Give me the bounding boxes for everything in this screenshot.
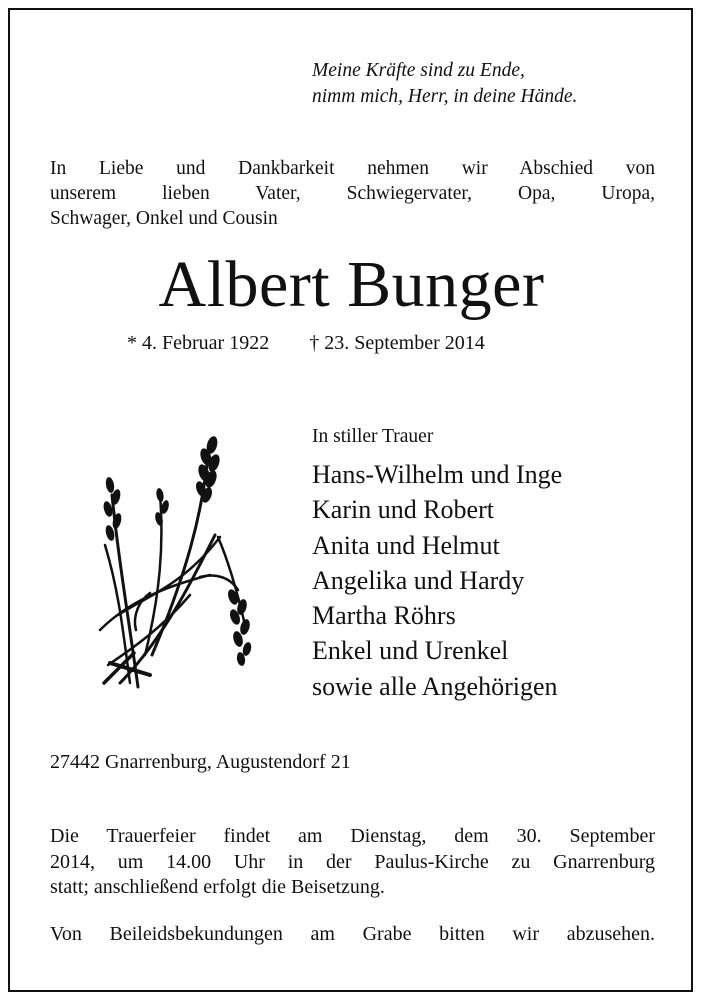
mourner-entry: Angelika und Hardy	[312, 565, 525, 595]
address: 27442 Gnarrenburg, Augustendorf 21	[50, 751, 351, 773]
service-line: statt; anschließend erfolgt die Beisetzung.	[50, 876, 385, 898]
closing-note: Von Beileidsbekundungen am Grabe bitten wir abzusehen.	[50, 923, 655, 945]
mourner-entry: Hans-Wilhelm und Inge	[312, 460, 563, 489]
mourner-entry: Karin und Robert	[312, 495, 494, 525]
mourner-entry: Martha Röhrs	[312, 601, 456, 631]
verse-line: Meine Kräfte sind zu Ende,	[312, 60, 525, 81]
wheat-sheaf-icon	[90, 425, 270, 705]
service-info	[50, 824, 655, 901]
intro-line: Schwager, Onkel und Cousin	[50, 208, 278, 229]
mourner-entry: Anita und Helmut	[312, 530, 500, 560]
birth-date: * 4. Februar 1922	[127, 332, 270, 354]
intro-line: unserem lieben Vater, Schwiegervater, Opa, Uropa,	[50, 183, 655, 204]
death-date: † 23. September 2014	[309, 332, 485, 354]
mourner-entry: Enkel und Urenkel	[312, 636, 509, 666]
intro-line: In Liebe und Dankbarkeit nehmen wir Abschied von	[50, 158, 655, 179]
mourning-label: In stiller Trauer	[312, 426, 434, 447]
mourner-entry: sowie alle Angehörigen	[312, 671, 558, 701]
deceased-name: Albert Bunger	[158, 248, 545, 321]
verse	[312, 58, 672, 110]
service-line: 2014, um 14.00 Uhr in der Paulus-Kirche zu Gnarrenburg	[50, 850, 655, 873]
verse-line: nimm mich, Herr, in deine Hände.	[312, 86, 578, 107]
mourners-list	[312, 457, 562, 704]
service-line: Die Trauerfeier findet am Dienstag, dem 30. September	[50, 825, 655, 847]
intro-text	[50, 156, 655, 231]
life-dates	[127, 330, 485, 356]
